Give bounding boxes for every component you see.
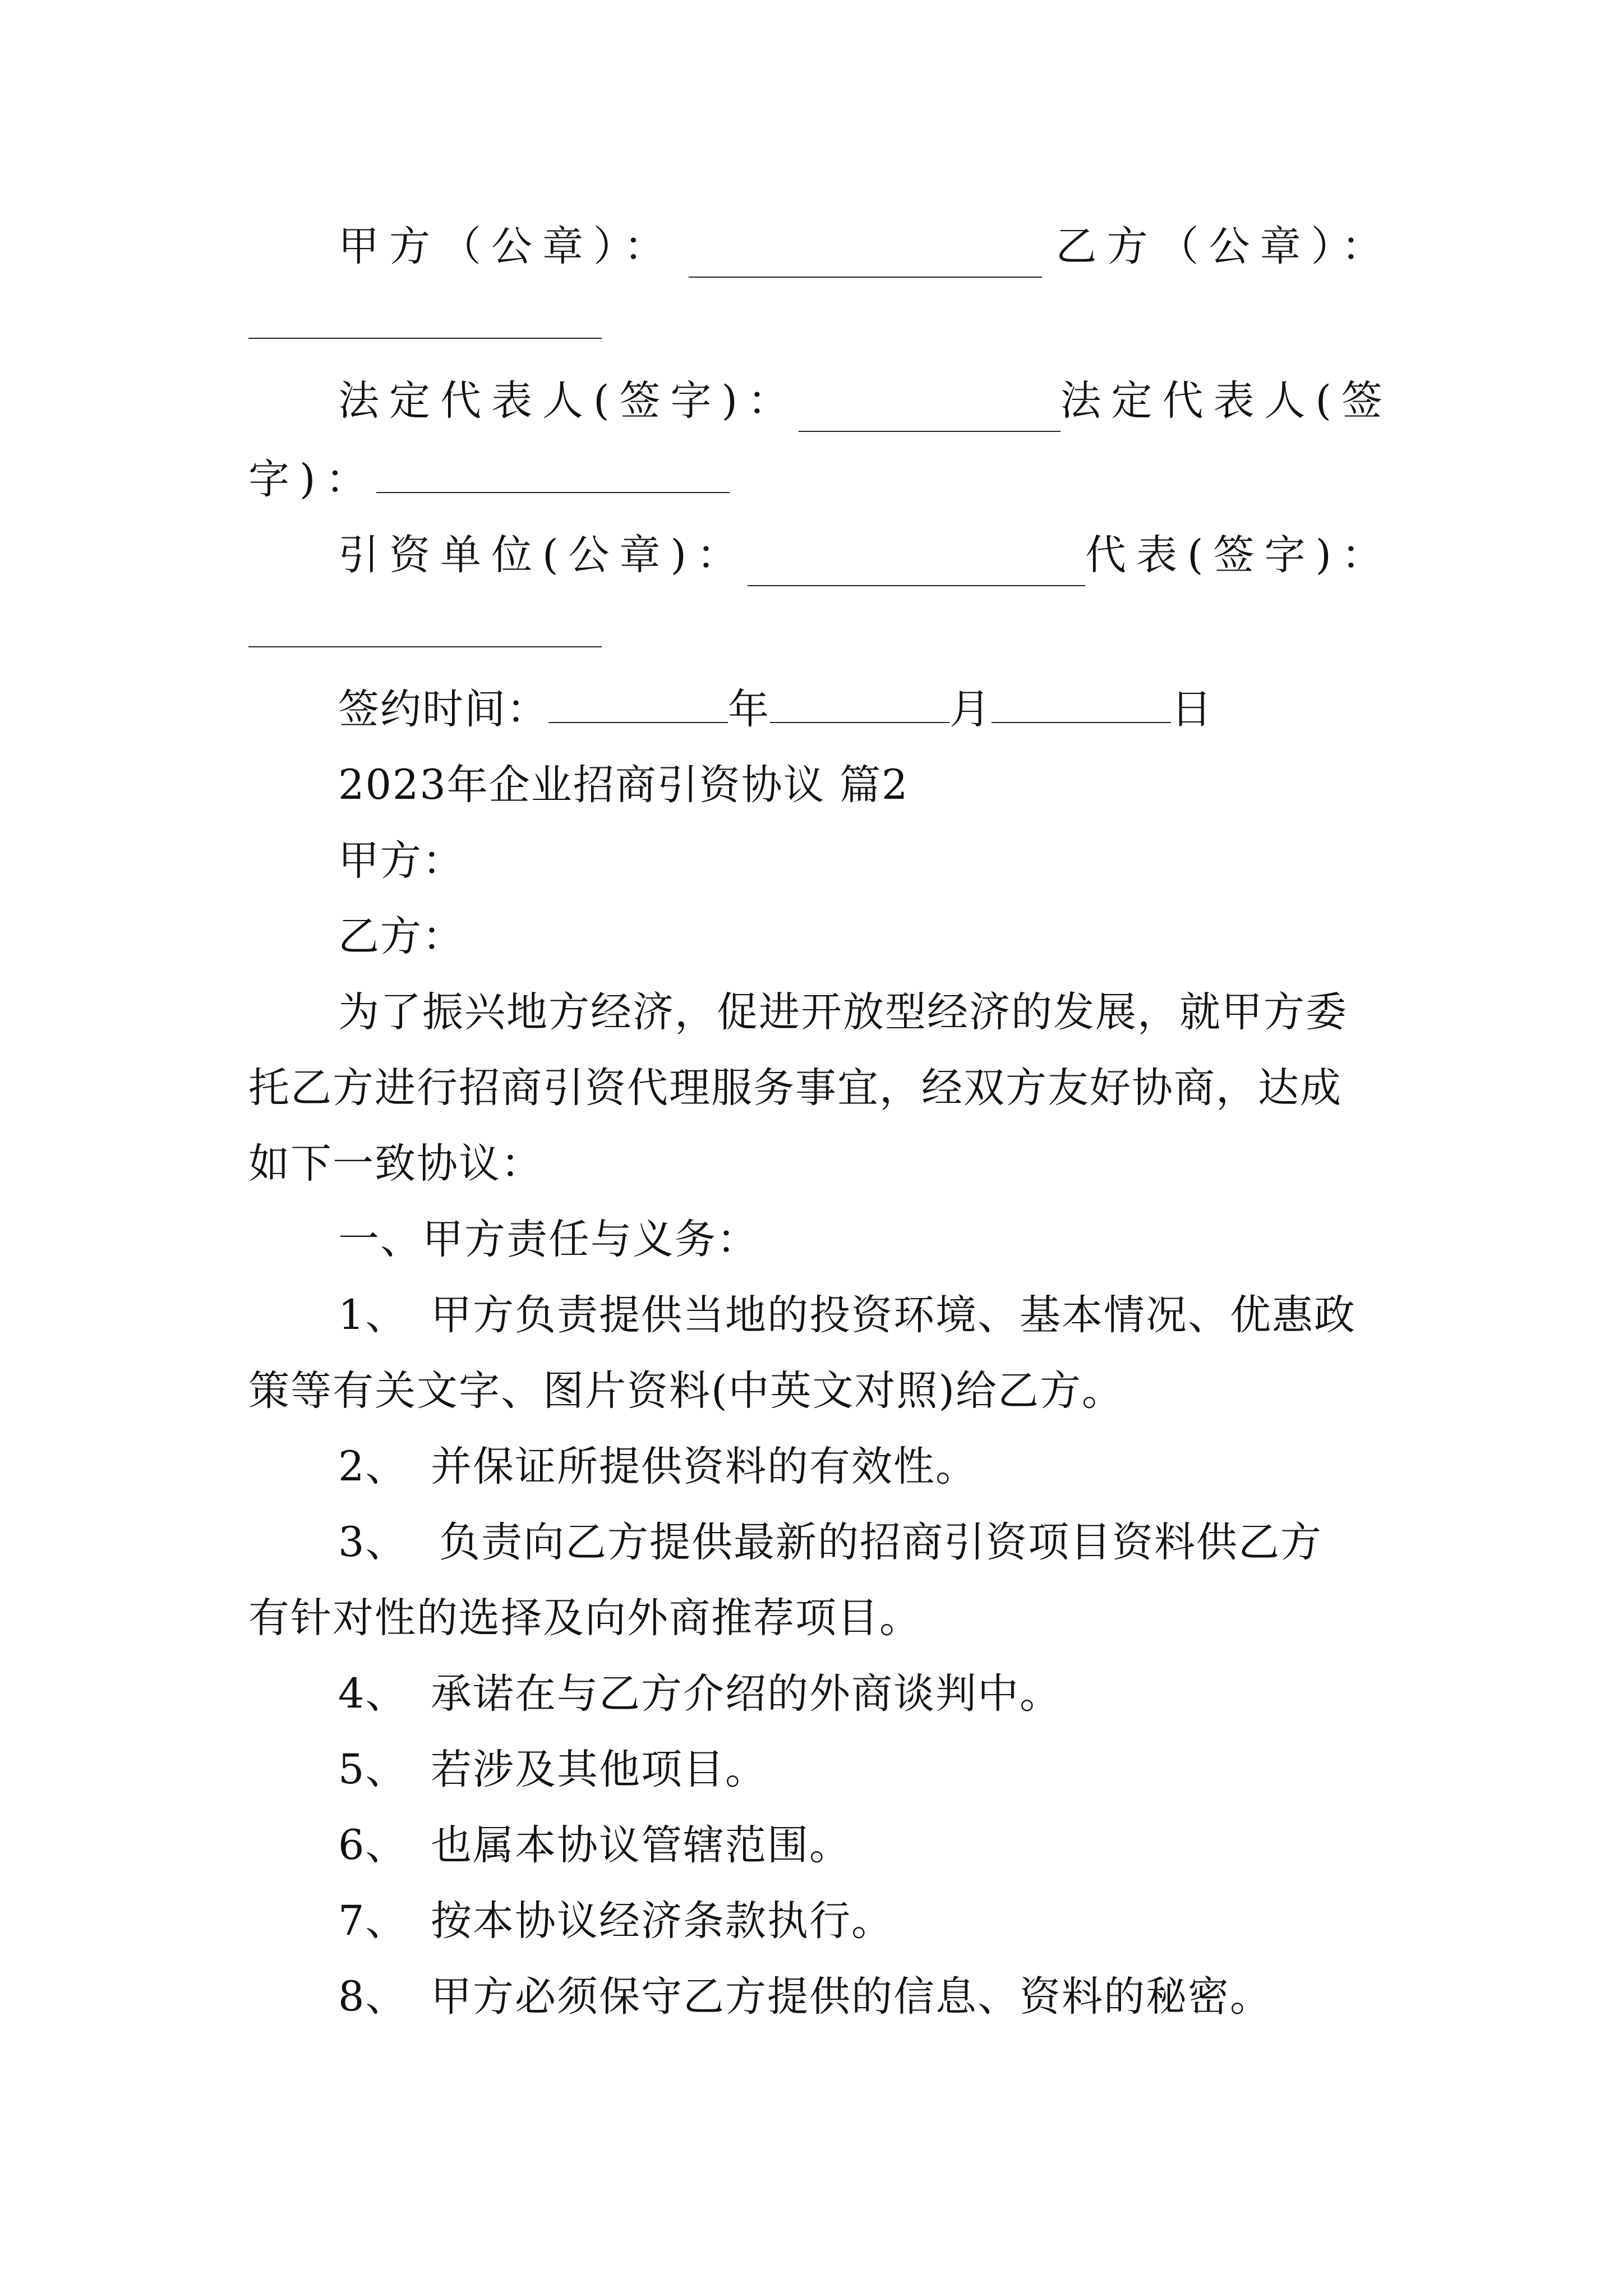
representative-blank [248,607,602,647]
section-heading-1: 一、甲方责任与义务： [338,1216,759,1263]
list-item-number: 1、 [338,1291,408,1339]
list-item-number: 6、 [338,1821,408,1869]
intro-paragraph-line-2: 托乙方进行招商引资代理服务事宜，经双方友好协商，达成 [248,1064,1342,1112]
legal-rep-b-label: 法定代表人(签 [1060,377,1393,425]
list-item [338,1663,1393,1725]
list-item-number: 2、 [338,1443,408,1490]
legal-rep-b-label-cont: 字)： [248,455,377,503]
list-item-text: 甲方负责提供当地的投资环境、基本情况、优惠政 [431,1291,1356,1339]
list-item-text: 甲方必须保守乙方提供的信息、资料的秘密。 [431,1973,1272,2021]
list-item [338,1739,1393,1801]
list-item-text: 按本协议经济条款执行。 [431,1897,893,1945]
list-item-text: 也属本协议管辖范围。 [431,1821,851,1869]
legal-rep-b-row [248,449,1393,510]
party-b-line: 乙方： [338,913,464,960]
year-blank [548,683,728,723]
sign-date-row [338,679,1393,740]
representative-label: 代表(签字)： [1085,531,1393,579]
day-label: 日 [1171,685,1213,733]
legal-rep-b-blank [376,453,730,493]
list-item-text: 并保证所提供资料的有效性。 [431,1443,978,1490]
intro-paragraph-line-3: 如下一致协议： [248,1140,543,1188]
list-item-number: 8、 [338,1973,408,2021]
list-item-continuation: 策等有关文字、图片资料(中英文对照)给乙方。 [248,1367,1124,1415]
month-label: 月 [949,685,992,733]
sign-date-label: 签约时间： [338,685,548,733]
party-b-seal-blank [248,298,602,339]
investment-unit-blank [748,546,1085,586]
list-item [338,1285,1393,1346]
representative-blank-row [248,603,1393,665]
list-item-number: 3、 [338,1519,408,1566]
legal-rep-a-blank [799,392,1061,432]
list-item [338,1815,1393,1876]
year-label: 年 [728,685,770,733]
month-blank [770,683,949,723]
investment-unit-row [338,524,1393,586]
list-item-number: 7、 [338,1897,408,1945]
list-item [338,1890,1393,1952]
investment-unit-label: 引资单位(公章)： [338,531,748,579]
party-b-seal-blank-row [248,295,1393,356]
legal-rep-row [338,370,1393,432]
legal-rep-a-label: 法定代表人(签字)： [338,377,799,425]
list-item [338,1512,1393,1573]
list-item-number: 4、 [338,1670,408,1718]
seal-row [338,216,1393,278]
list-item-number: 5、 [338,1746,408,1793]
section-title: 2023年企业招商引资协议 篇2 [338,761,909,809]
list-item-text: 承诺在与乙方介绍的外商谈判中。 [431,1670,1062,1718]
day-blank [992,683,1171,723]
party-b-seal-label: 乙方（公章）： [1055,223,1393,270]
party-a-seal-label: 甲方（公章）： [338,223,675,270]
list-item [338,1966,1393,2028]
intro-paragraph-line-1: 为了振兴地方经济，促进开放型经济的发展，就甲方委 [338,988,1348,1036]
list-item-text: 负责向乙方提供最新的招商引资项目资料供乙方 [439,1519,1322,1566]
list-item [338,1436,1393,1498]
list-item-text: 若涉及其他项目。 [431,1746,767,1793]
party-a-seal-blank [689,237,1042,278]
list-item-continuation: 有针对性的选择及向外商推荐项目。 [248,1594,921,1642]
party-a-line: 甲方： [338,837,464,885]
